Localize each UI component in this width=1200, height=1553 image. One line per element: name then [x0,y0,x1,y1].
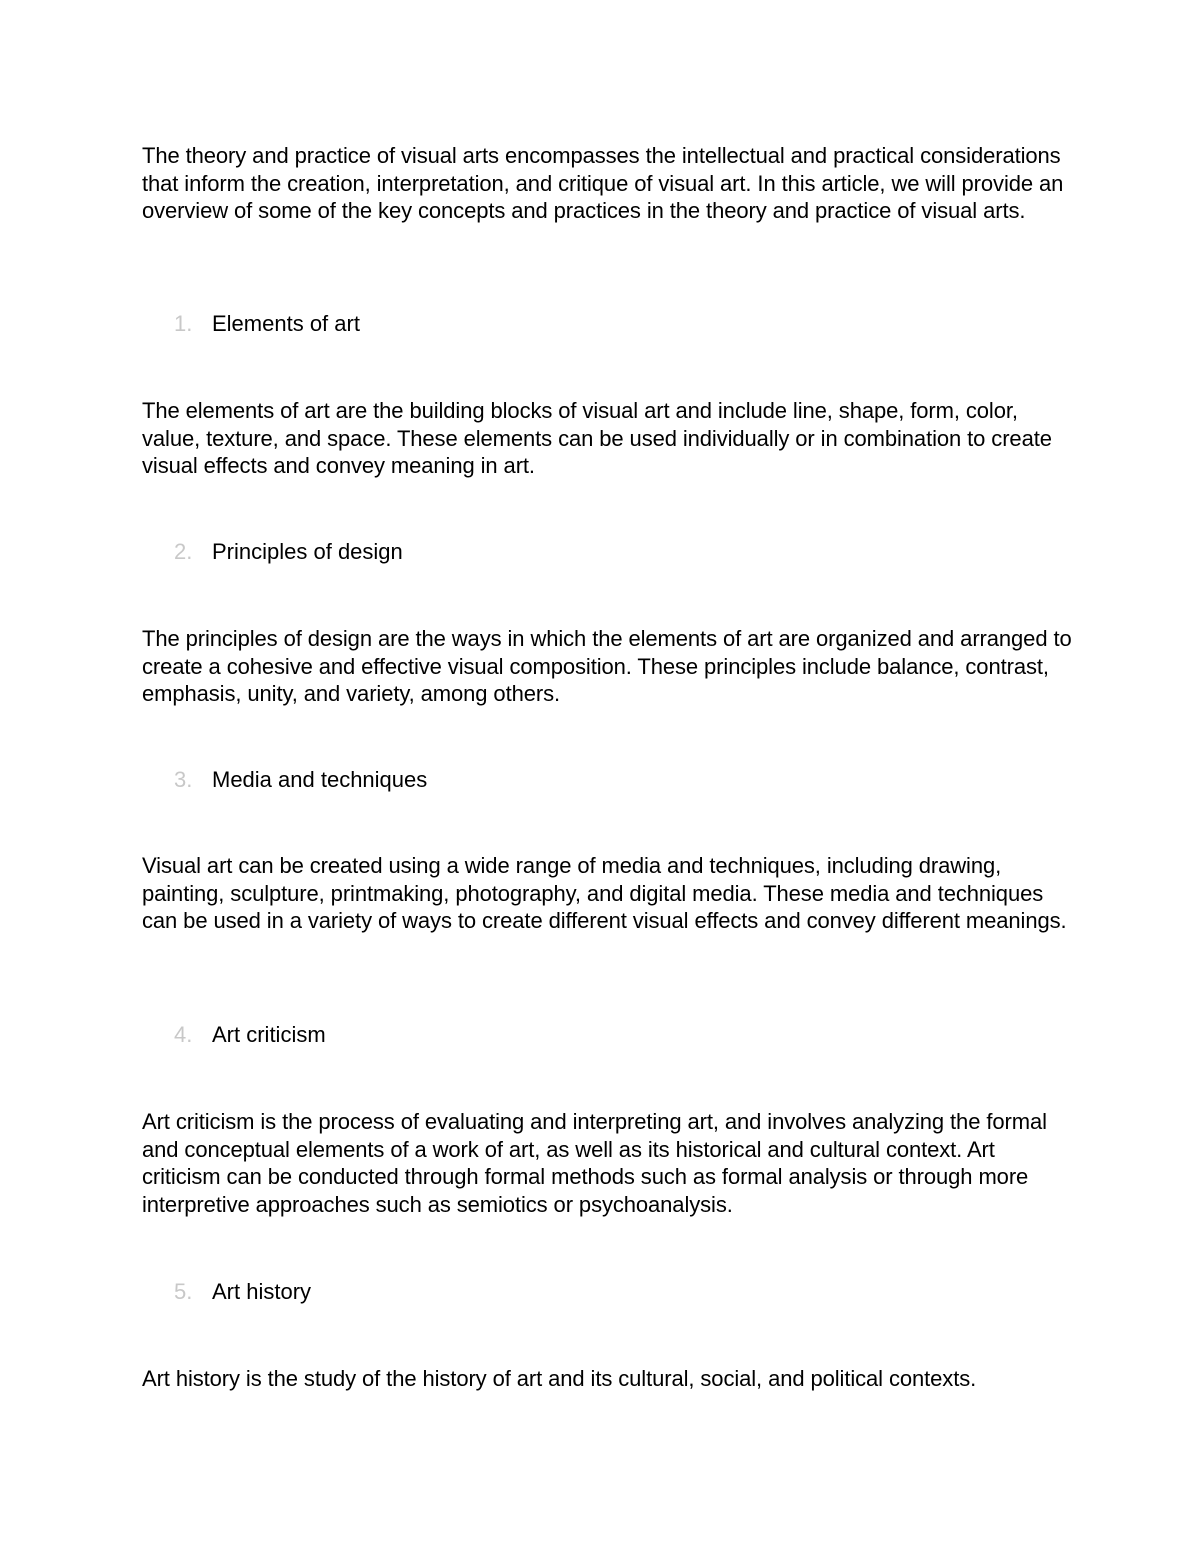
section-body-media-and-techniques: Visual art can be created using a wide range of media and techniques, including drawing, painting, sculpture, printmaking, photography, and digital media. These media and techniques can be used in a variety of ways to create different visual effects and convey different meanings. [142,853,1067,933]
section-title: Art criticism [212,1022,326,1047]
list-number: 1. [174,311,193,336]
section-body-elements-of-art: The elements of art are the building blocks of visual art and include line, shape, form, color, value, texture, and space. These elements can be used individually or in combination to create visual effects and convey meaning in art. [142,398,1052,478]
section-title: Art history [212,1279,312,1304]
section-title: Principles of design [212,539,403,564]
section-heading-elements-of-art [174,310,360,338]
list-number: 5. [174,1279,193,1304]
section-heading-art-criticism [174,1021,326,1049]
list-number: 2. [174,539,193,564]
section-heading-media-and-techniques [174,766,427,794]
intro-paragraph: The theory and practice of visual arts encompasses the intellectual and practical considerations that inform the creation, interpretation, and critique of visual art. In this article, we will provide an overview of some of the key concepts and practices in the theory and practice of visual arts. [142,143,1064,223]
list-number: 4. [174,1022,193,1047]
list-number: 3. [174,767,193,792]
section-body-principles-of-design: The principles of design are the ways in which the elements of art are organized and arranged to create a cohesive and effective visual composition. These principles include balance, contrast, emphasis, unity, and variety, among others. [142,626,1072,706]
section-title: Media and techniques [212,767,428,792]
section-title: Elements of art [212,311,360,336]
section-heading-art-history [174,1278,311,1306]
section-heading-principles-of-design [174,538,403,566]
section-body-art-history: Art history is the study of the history of art and its cultural, social, and political contexts. [142,1366,977,1391]
section-body-art-criticism: Art criticism is the process of evaluating and interpreting art, and involves analyzing the formal and conceptual elements of a work of art, as well as its historical and cultural context. Art criticism can be conducted through formal methods such as formal analysis or through more interpretive approaches such as semiotics or psychoanalysis. [142,1109,1047,1217]
